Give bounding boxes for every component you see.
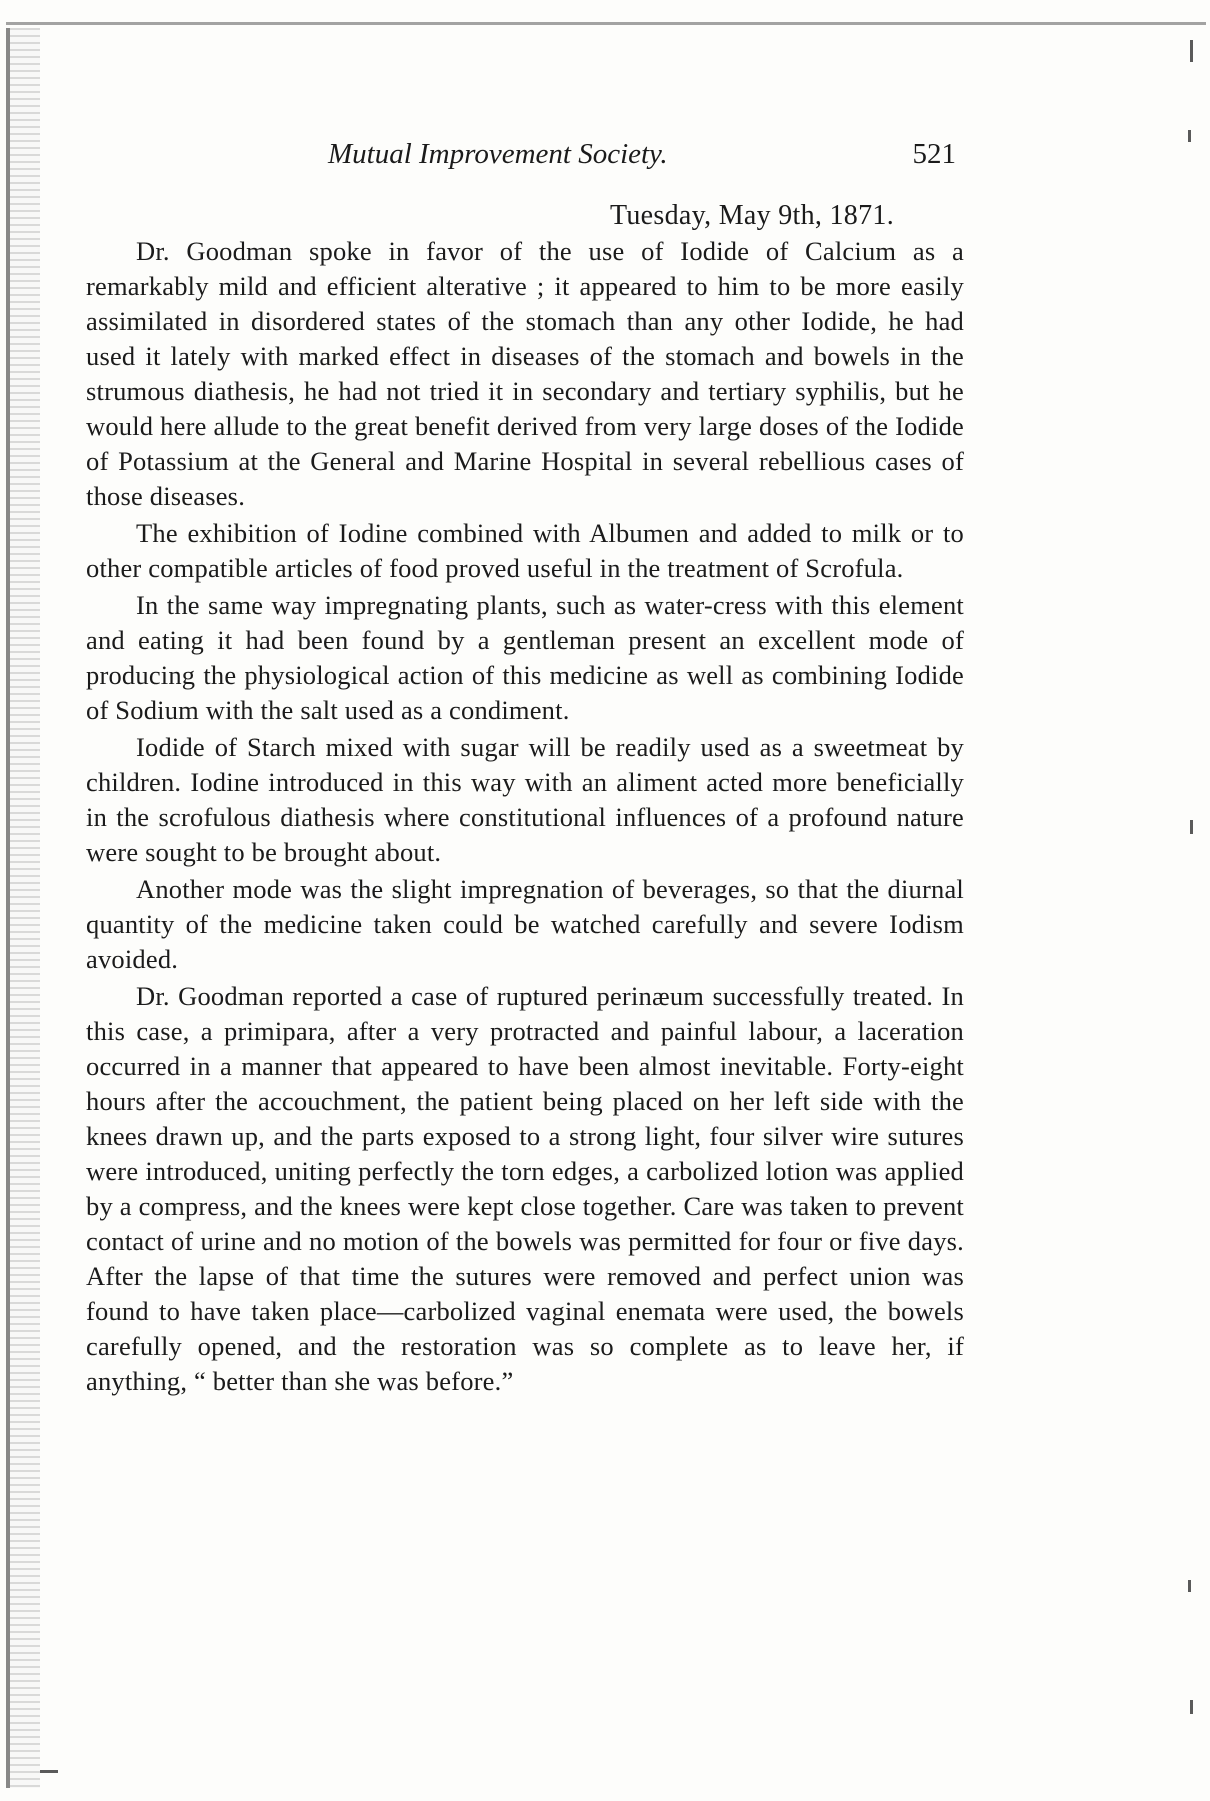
page-top-edge xyxy=(6,22,1206,25)
margin-mark xyxy=(1190,40,1193,62)
paragraph-beverages: Another mode was the slight impregnation of beverages, so that the diurnal quantity of the medicine taken could be watched carefully and severe Iodism avoided. xyxy=(86,874,964,974)
text-block xyxy=(86,138,964,1399)
paragraph-impregnating-plants: In the same way impregnating plants, such as water-cress with this element and eating it had been found by a gentleman present an excellent mode of producing the physiological action of this medicine as well as combining Iodide of Sodium with the salt used as a condiment. xyxy=(86,590,964,725)
margin-mark xyxy=(1190,820,1193,834)
running-title: Mutual Improvement Society. xyxy=(328,138,668,170)
margin-mark xyxy=(1188,130,1191,142)
margin-mark xyxy=(40,1770,58,1773)
margin-mark xyxy=(1188,1580,1191,1592)
running-head xyxy=(86,138,964,184)
margin-mark xyxy=(1190,1700,1193,1714)
paragraph-iodine-albumen: The exhibition of Iodine combined with Albumen and added to milk or to other compatible articles of food proved useful in the treatment of Scrofula. xyxy=(86,518,964,583)
paragraph-ruptured-perinaeum-case: Dr. Goodman reported a case of ruptured perinæum successfully treated. In this case, a primipara, after a very protracted and painful labour, a laceration occurred in a manner that appeared to have been almost inevitable. Forty-eight hours after the accouchment, the patient being placed on her left side with the knees drawn up, and the parts exposed to a strong light, four silver wire sutures were introduced, uniting perfectly the torn edges, a carbolized lotion was applied by a compress, and the knees were kept close together. Care was taken to prevent contact of urine and no motion of the bowels was permitted for four or five days. After the lapse of that time the sutures were removed and perfect union was found to have taken place—carbolized vaginal enemata were used, the bowels carefully opened, and the restoration was so complete as to leave her, if anything, “ better than she was before.” xyxy=(86,981,964,1396)
paragraph-iodide-of-starch: Iodide of Starch mixed with sugar will be readily used as a sweetmeat by children. Iodine introduced in this way with an aliment acted more beneficially in the scrofulous diathesis where constitutional influences of a profound nature were sought to be brought about. xyxy=(86,732,964,867)
paragraph-iodide-of-calcium: Dr. Goodman spoke in favor of the use of Iodide of Calcium as a remarkably mild and efficient alterative ; it appeared to him to be more easily assimilated in disordered states of the stomach than any other Iodide, he had used it lately with marked effect in diseases of the stomach and bowels in the strumous diathesis, he had not tried it in secondary and tertiary syphilis, but he would here allude to the great benefit derived from very large doses of the Iodide of Potassium at the General and Marine Hospital in several rebellious cases of those diseases. xyxy=(86,236,964,511)
meeting-date: Tuesday, May 9th, 1871. xyxy=(609,200,894,231)
page-number: 521 xyxy=(912,138,956,170)
book-binding-edge xyxy=(6,28,40,1788)
